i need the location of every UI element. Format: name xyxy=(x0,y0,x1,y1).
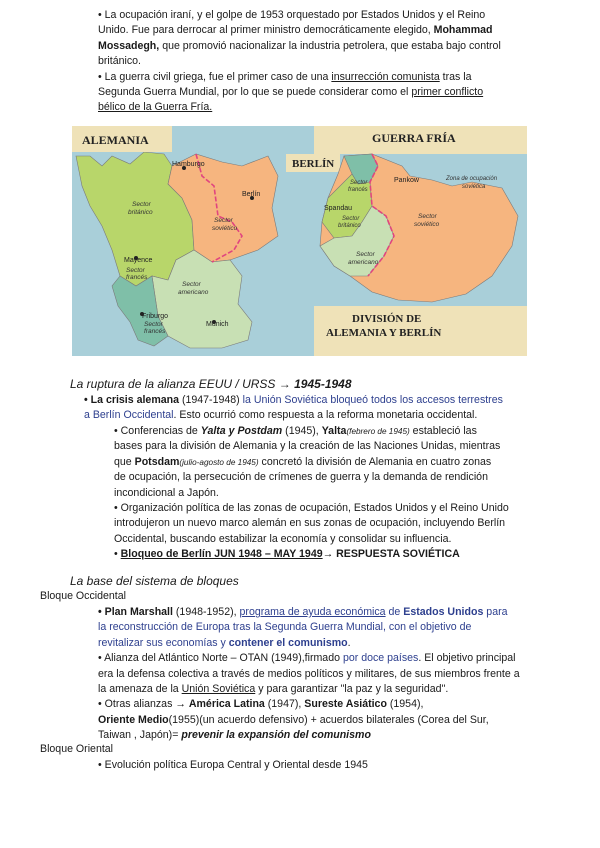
bullet-greece-line1: • La guerra civil griega, fue el primer caso de una insurrección comunista tras la xyxy=(98,70,472,83)
label-sector-americano-1: Sector xyxy=(182,281,201,288)
label-berlin-sector-americano-2: americano xyxy=(348,259,379,266)
label-sector-americano-2: americano xyxy=(178,289,209,296)
label-sector-sovietico-2: soviético xyxy=(212,225,238,232)
label-munich: Munich xyxy=(206,321,229,328)
label-pankow: Pankow xyxy=(394,177,419,184)
marshall-line1: • Plan Marshall (1948-1952), programa de ayuda económica de Estados Unidos para xyxy=(98,606,508,618)
label-berlin-sector-britanico-2: británico xyxy=(338,223,361,229)
alianzas-line3: Taiwan , Japón)= prevenir la expansión del comunismo xyxy=(98,729,371,742)
occidental-block xyxy=(98,605,548,744)
bullet-iran-line2: Unido. Fue para derrocar al primer ministro democráticamente elegido, Mohammad xyxy=(98,24,493,37)
label-berlin-sector-sovietico-2: soviético xyxy=(414,221,440,228)
germany-berlin-division-map xyxy=(72,126,527,356)
otan-line1: • Alianza del Atlántico Norte – OTAN (1949),firmado por doce países. El objetivo principal xyxy=(98,652,516,665)
bullet-greece-line3: bélico de la Guerra Fría. xyxy=(98,101,213,114)
marshall-line2: la reconstrucción de Europa tras la Segunda Guerra Mundial, con el objetivo de xyxy=(98,621,472,634)
title-division-1: DIVISIÓN DE xyxy=(352,313,422,325)
oriental-block xyxy=(98,758,548,773)
label-berlin: Berlín xyxy=(242,191,261,198)
conf-line3: que Potsdam(julio-agosto de 1945) concretó la división de Alemania en cuatro zonas xyxy=(114,455,492,468)
label-berlin-sector-americano-1: Sector xyxy=(356,251,375,258)
label-berlin-sector-sovietico-1: Sector xyxy=(418,213,437,220)
title-guerra-fria: GUERRA FRÍA xyxy=(372,131,456,145)
link-programa-ayuda[interactable]: programa de ayuda económica xyxy=(239,606,386,618)
org-line2: introdujeron un nuevo marco alemán en sus zonas de ocupación, incluyendo Berlín xyxy=(114,517,506,530)
label-sector-frances-1: Sector xyxy=(126,267,145,274)
link-primer-conflicto[interactable]: primer conflicto xyxy=(411,86,484,99)
section-heading-bloques: La base del sistema de bloques xyxy=(70,574,239,588)
marshall-line3: revitalizar sus economías y contener el comunismo. xyxy=(98,636,351,649)
title-division-2: ALEMANIA Y BERLÍN xyxy=(326,327,442,339)
section-heading-ruptura: La ruptura de la alianza EEUU / URSS → 1945-1948 xyxy=(70,377,352,391)
bloque-oriental-label: Bloque Oriental xyxy=(40,743,114,755)
link-union-sovietica[interactable]: Unión Soviética xyxy=(181,683,256,696)
label-mayence: Mayence xyxy=(124,257,153,264)
otan-line2: era la defensa colectiva a través de medios políticos y militares, de sus miembros frente a xyxy=(98,667,520,680)
label-berlin-sector-britanico-1: Sector xyxy=(342,216,360,222)
conf-line1: • Conferencias de Yalta y Postdam (1945), Yalta(febrero de 1945) estableció las xyxy=(114,425,477,437)
link-insurreccion[interactable]: insurrección comunista xyxy=(331,70,440,83)
alianzas-line1: • Otras alianzas → América Latina (1947), Sureste Asiático (1954), xyxy=(98,698,424,711)
crisis-line2: a Berlín Occidental. Esto ocurrió como respuesta a la reforma monetaria occidental. xyxy=(84,409,478,422)
label-spandau: Spandau xyxy=(324,205,353,212)
title-berlin: BERLÍN xyxy=(292,158,335,170)
label-zona-2: soviética xyxy=(462,184,486,190)
label-friburgo: Friburgo xyxy=(142,313,169,320)
bullet-iran-line1: • La ocupación iraní, y el golpe de 1953 orquestado por Estados Unidos y el Reino xyxy=(98,9,486,21)
bullet-greece-line2: Segunda Guerra Mundial, por lo que se puede considerar como el primer conflicto xyxy=(98,86,484,99)
otan-line3: la amenaza de la Unión Soviética y para garantizar "la paz y la seguridad". xyxy=(98,683,449,696)
label-sector-sovietico-1: Sector xyxy=(214,217,233,224)
label-berlin-sector-frances-2: francés xyxy=(348,187,368,193)
label-sector-frances-b-2: francés xyxy=(144,328,166,335)
bullet-iran-line3: Mossadegh, que promovió nacionalizar la industria petrolera, que estaba bajo control xyxy=(98,39,501,52)
label-sector-britanico-2: británico xyxy=(128,209,153,216)
evolucion-line: • Evolución política Europa Central y Oriental desde 1945 xyxy=(98,759,368,771)
alianzas-line2: Oriente Medio(1955)(un acuerdo defensivo) + acuerdos bilaterales (Corea del Sur, xyxy=(98,713,489,726)
crisis-line1: • La crisis alemana (1947-1948) la Unión Soviética bloqueó todos los accesos terrestres xyxy=(84,394,503,406)
title-alemania: ALEMANIA xyxy=(82,133,149,147)
conferencias-block xyxy=(114,424,554,563)
label-hamburgo: Hamburgo xyxy=(172,161,205,168)
conf-line5: incondicional a Japón. xyxy=(114,486,219,499)
bloqueo-line: • Bloqueo de Berlín JUN 1948 – MAY 1949→ RESPUESTA SOVIÉTICA xyxy=(114,548,460,561)
crisis-alemana xyxy=(84,393,554,424)
label-sector-britanico-1: Sector xyxy=(132,201,151,208)
bullet-iran-line4: británico. xyxy=(98,55,141,68)
conf-line2: bases para la división de Alemania y la creación de las Naciones Unidas, mientras xyxy=(114,440,501,453)
org-line1: • Organización política de las zonas de ocupación, Estados Unidos y el Reino Unido xyxy=(114,502,509,515)
conf-line4: de ocupación, la persecución de crímenes de guerra y la demanda de rendición xyxy=(114,471,488,484)
bloque-occidental-label: Bloque Occidental xyxy=(40,590,126,602)
label-zona-1: Zona de ocupación xyxy=(446,176,498,182)
label-sector-frances-b-1: Sector xyxy=(144,321,163,328)
org-line3: Occidental, buscando estabilizar la economía y consolidar su influencia. xyxy=(114,532,452,545)
label-sector-frances-2: francés xyxy=(126,274,148,281)
top-bullets xyxy=(98,8,538,116)
label-berlin-sector-frances-1: Sector xyxy=(350,180,368,186)
